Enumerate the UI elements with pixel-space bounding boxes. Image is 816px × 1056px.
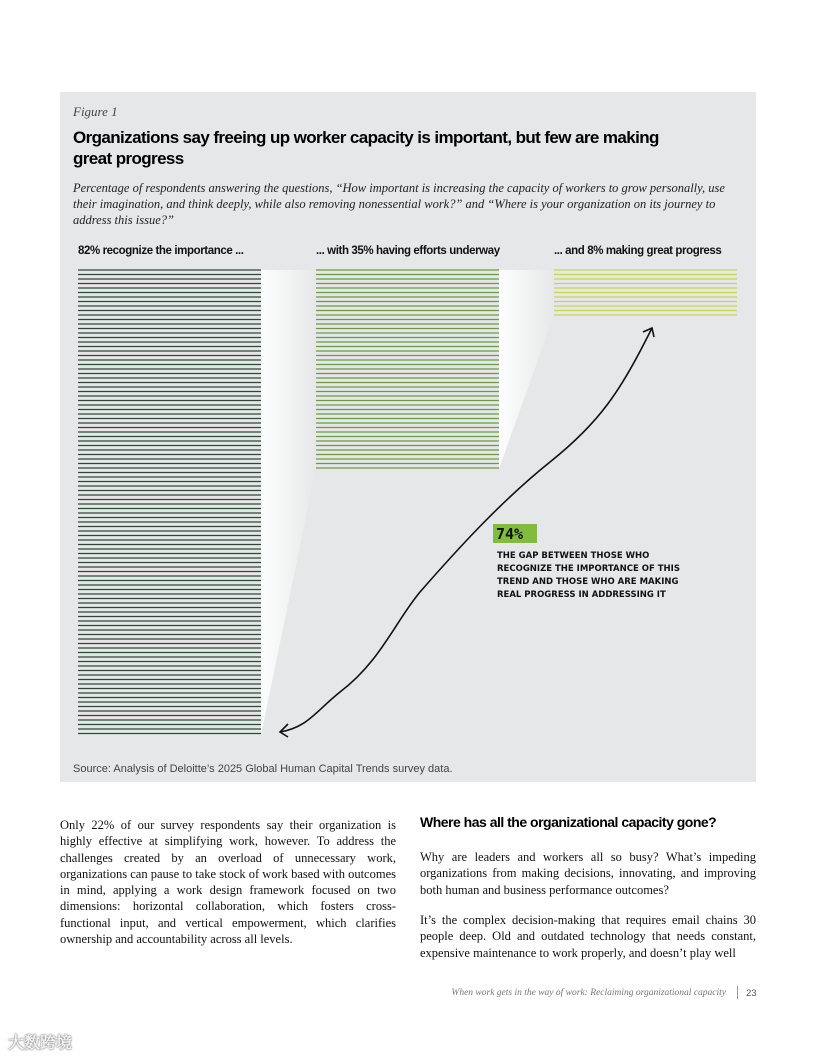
source-note: Source: Analysis of Deloitte’s 2025 Global Human Capital Trends survey data. [73, 763, 453, 775]
figure-label: Figure 1 [73, 104, 118, 119]
section-heading: Where has all the organizational capacity gone? [420, 814, 717, 830]
chart [60, 92, 756, 782]
bar-recognize [78, 270, 261, 734]
bar-label-great-progress: ... and 8% making great progress [554, 245, 722, 257]
gap-note-line-3: TREND AND THOSE WHO ARE MAKING [497, 577, 679, 587]
gap-squiggle-arrow [280, 328, 652, 732]
footer-divider [737, 986, 738, 999]
bar-great-progress [554, 270, 737, 315]
bar-label-recognize: 82% recognize the importance ... [78, 245, 244, 257]
gap-note-line-4: REAL PROGRESS IN ADDRESSING IT [497, 590, 666, 600]
page-number: 23 [746, 988, 757, 999]
bar-underway [316, 270, 499, 468]
figure-panel [60, 92, 756, 782]
footer-title: When work gets in the way of work: Reclaiming organizational capacity [451, 988, 726, 998]
body-paragraph-left: Only 22% of our survey respondents say their organization is highly effective at simplifying work, however. To address the challenges created by an overload of unnecessary work, organizations can pause to take stock of work based with outcomes in mind, applying a work design framework focused on two dimensions: horizontal collaboration, which fosters cross-functional input, and vertical empowerment, which clarifies ownership and accountability across all levels. [60, 818, 396, 947]
figure-title: Organizations say freeing up worker capacity is important, but few are making great progress [73, 128, 659, 168]
body-paragraph-right-1: Why are leaders and workers all so busy? What’s impeding organizations from making decisions, innovating, and improving both human and business performance outcomes? [420, 850, 756, 897]
gap-value: 74% [496, 525, 524, 543]
figure-subtitle: Percentage of respondents answering the questions, “How important is increasing the capacity of workers to grow personally, use their imagination, and think deeply, while also removing nonessential work?” and “Where is your organization on its journey to address this issue?” [73, 181, 725, 227]
gap-note-line-1: THE GAP BETWEEN THOSE WHO [497, 551, 650, 561]
body-paragraph-right-2: It’s the complex decision-making that requires email chains 30 people deep. Old and outdated technology that needs constant, expensive maintenance to work properly, and doesn’t play well [420, 913, 756, 960]
funnel-recognize [261, 270, 316, 735]
gap-note-line-2: RECOGNIZE THE IMPORTANCE OF THIS [497, 564, 680, 574]
funnel-underway [499, 270, 554, 468]
bar-label-underway: ... with 35% having efforts underway [316, 245, 500, 257]
watermark-logo: 大数跨境 [8, 1033, 73, 1052]
